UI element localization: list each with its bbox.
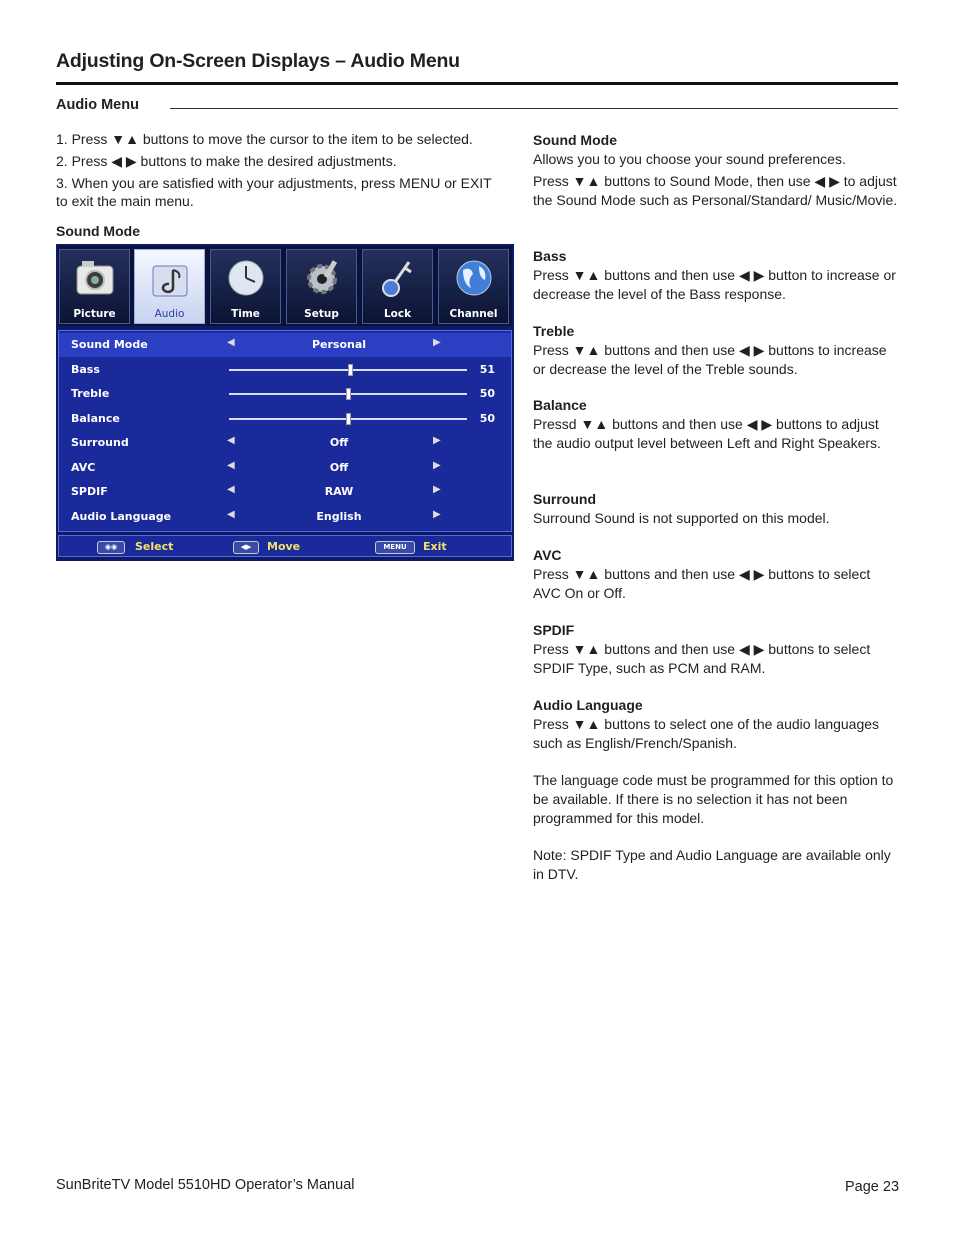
row-label: Sound Mode: [71, 338, 148, 351]
right-arrow-icon: ▶: [433, 435, 441, 446]
row-value: Off: [329, 461, 349, 474]
desc-text: Press ▼▲ buttons and then use ◀ ▶ buttons to select SPDIF Type, such as PCM and RAM.: [533, 641, 871, 676]
step-3: 3. When you are satisfied with your adjustments, press MENU or EXIT to exit the main menu.: [56, 175, 492, 209]
desc-text: Pressd ▼▲ buttons and then use ◀ ▶ buttons to adjust the audio output level between Left and Right Speakers.: [533, 416, 881, 451]
desc-heading: Balance: [533, 397, 587, 413]
desc-treble: [533, 322, 901, 379]
move-hint: Move: [267, 540, 301, 553]
desc-heading: Bass: [533, 248, 567, 264]
desc-heading: SPDIF: [533, 622, 575, 638]
row-bass: [59, 358, 511, 382]
desc-balance: [533, 396, 901, 453]
tab-label: Audio: [154, 308, 185, 320]
row-value: English: [316, 510, 362, 523]
desc-avc: [533, 546, 901, 603]
desc-surround: [533, 490, 901, 528]
page-number: Page 23: [845, 1179, 900, 1195]
menu-key-icon: MENU: [375, 541, 415, 554]
globe-icon: [453, 256, 495, 300]
page-title: Adjusting On-Screen Displays – Audio Menu: [56, 50, 460, 72]
tab-label: Lock: [383, 308, 412, 320]
desc-text: Note: SPDIF Type and Audio Language are available only in DTV.: [533, 847, 891, 882]
tab-lock: [362, 249, 433, 324]
section-heading: Audio Menu: [56, 97, 139, 113]
treble-slider-knob: [346, 388, 351, 400]
tab-setup: [286, 249, 357, 324]
row-sound-mode: [59, 333, 511, 357]
desc-audio-language: [533, 696, 901, 884]
audio-menu-screenshot: [56, 244, 514, 561]
exit-hint: Exit: [423, 540, 447, 553]
row-label: Audio Language: [71, 510, 172, 523]
desc-text: Allows you to you choose your sound preferences.: [533, 151, 846, 167]
row-value: Personal: [311, 338, 367, 351]
row-label: Treble: [71, 387, 110, 400]
instruction-steps: [56, 130, 506, 214]
tab-time: [210, 249, 281, 324]
desc-text: Press ▼▲ buttons to Sound Mode, then use ◀ ▶ to adjust the Sound Mode such as Personal/Standard/ Music/Movie.: [533, 173, 898, 208]
section-divider: [170, 108, 898, 109]
tab-label: Picture: [73, 308, 116, 320]
step-2: 2. Press ◀ ▶ buttons to make the desired adjustments.: [56, 153, 397, 169]
row-treble: [59, 382, 511, 406]
tab-picture: [59, 249, 130, 324]
desc-sound-mode: [533, 131, 901, 210]
row-label: Balance: [71, 412, 120, 425]
row-value: 51: [479, 363, 495, 376]
left-arrow-icon: ◀: [227, 509, 235, 520]
figure-label: Sound Mode: [56, 223, 140, 239]
desc-bass: [533, 247, 901, 304]
desc-text: Surround Sound is not supported on this model.: [533, 510, 830, 526]
menu-icon-bar: [58, 246, 512, 326]
clock-icon: [225, 256, 267, 300]
camera-icon: [74, 256, 116, 300]
row-value: 50: [479, 387, 495, 400]
tab-channel: [438, 249, 509, 324]
desc-heading: Audio Language: [533, 697, 643, 713]
row-value: 50: [479, 412, 495, 425]
osd-help-bar: [58, 535, 512, 557]
row-audio-language: [59, 505, 511, 529]
row-balance: [59, 407, 511, 431]
desc-heading: AVC: [533, 547, 562, 563]
desc-text: Press ▼▲ buttons and then use ◀ ▶ button to increase or decrease the level of the Bass response.: [533, 267, 896, 302]
desc-spdif: [533, 621, 901, 678]
right-arrow-icon: ▶: [433, 460, 441, 471]
desc-heading: Surround: [533, 491, 596, 507]
row-label: Surround: [71, 436, 129, 449]
desc-text: Press ▼▲ buttons and then use ◀ ▶ buttons to select AVC On or Off.: [533, 566, 871, 601]
right-arrow-icon: ▶: [433, 337, 441, 348]
row-value: Off: [329, 436, 349, 449]
row-value: RAW: [324, 485, 354, 498]
music-folder-icon: [149, 256, 191, 300]
key-icon: [377, 256, 419, 300]
desc-text: Press ▼▲ buttons and then use ◀ ▶ buttons to increase or decrease the level of the Treble sounds.: [533, 342, 887, 377]
bass-slider-knob: [348, 364, 353, 376]
right-arrow-icon: ▶: [433, 484, 441, 495]
desc-heading: Sound Mode: [533, 132, 617, 148]
audio-settings-panel: [58, 330, 512, 532]
manual-footer: SunBriteTV Model 5510HD Operator’s Manual: [56, 1177, 355, 1193]
left-arrow-icon: ◀: [227, 337, 235, 348]
tab-label: Setup: [304, 308, 339, 320]
title-divider: [56, 82, 898, 85]
select-key-icon: ◉◉: [97, 541, 125, 554]
select-hint: Select: [135, 540, 174, 553]
step-1: 1. Press ▼▲ buttons to move the cursor to the item to be selected.: [56, 131, 473, 147]
right-arrow-icon: ▶: [433, 509, 441, 520]
row-surround: [59, 431, 511, 455]
move-key-icon: ◀▶: [233, 541, 259, 554]
row-label: Bass: [71, 363, 100, 376]
desc-text: The language code must be programmed for this option to be available. If there is no selection it has not been programmed for this model.: [533, 772, 894, 826]
left-arrow-icon: ◀: [227, 435, 235, 446]
tab-audio: [134, 249, 205, 324]
row-spdif: [59, 480, 511, 504]
tab-label: Channel: [449, 308, 498, 320]
desc-text: Press ▼▲ buttons to select one of the audio languages such as English/French/Spanish.: [533, 716, 880, 751]
row-avc: [59, 456, 511, 480]
row-label: AVC: [71, 461, 96, 474]
row-label: SPDIF: [71, 485, 108, 498]
left-arrow-icon: ◀: [227, 460, 235, 471]
tab-label: Time: [231, 308, 260, 320]
balance-slider-knob: [346, 413, 351, 425]
left-arrow-icon: ◀: [227, 484, 235, 495]
gear-wrench-icon: [301, 256, 343, 300]
desc-heading: Treble: [533, 323, 575, 339]
